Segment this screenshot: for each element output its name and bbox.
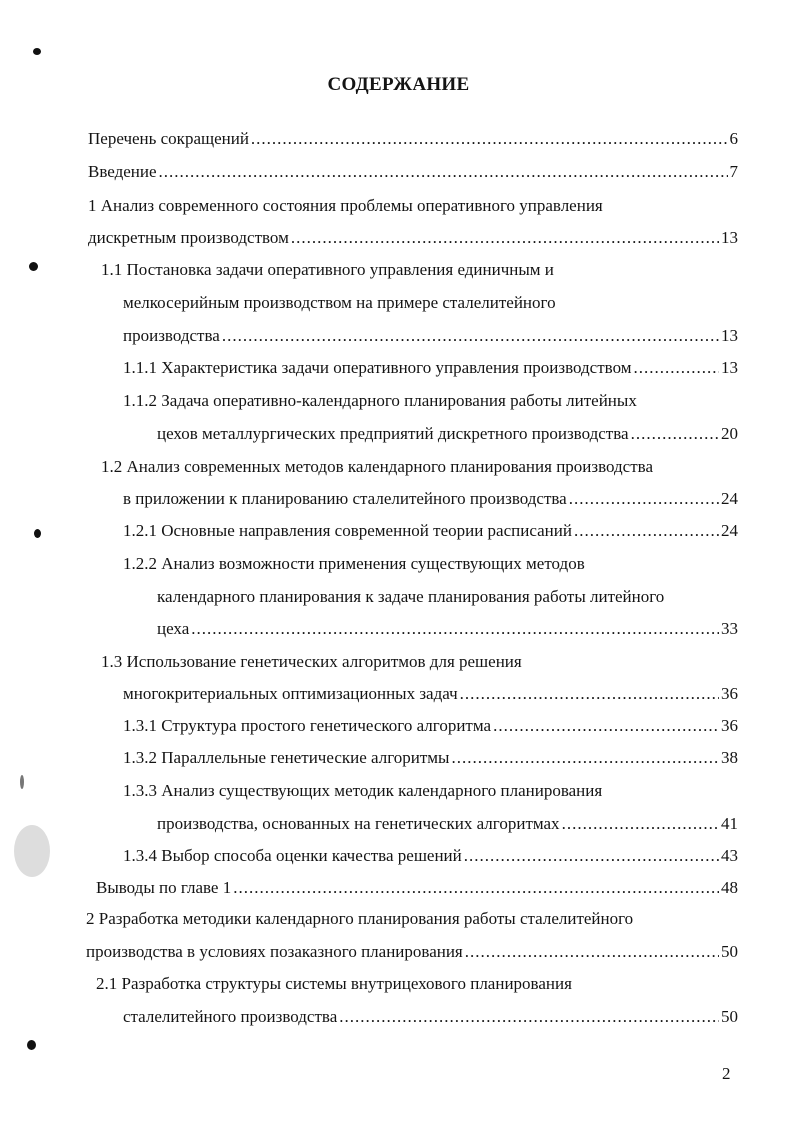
toc-entry-text: 1.3.1 Структура простого генетического алгоритма xyxy=(123,716,492,735)
toc-entry-1-3-3-line-1 xyxy=(123,780,602,802)
dot-leader xyxy=(493,715,719,737)
toc-entry-page: 41 xyxy=(721,814,738,833)
toc-entry-text: 2.1 Разработка структуры системы внутрицехового планирования xyxy=(96,974,572,993)
toc-entry-page: 33 xyxy=(721,619,738,638)
toc-entry-1-3-4 xyxy=(123,845,738,867)
scan-speck xyxy=(34,529,41,538)
toc-entry-1-2-2-line-3 xyxy=(157,618,738,640)
page-number: 2 xyxy=(722,1064,731,1083)
dot-leader xyxy=(465,941,719,963)
toc-entry-text: производства в условиях позаказного планирования xyxy=(86,942,463,961)
toc-entry-1-2-2-line-1 xyxy=(123,553,585,575)
toc-entry-page: 20 xyxy=(721,424,738,443)
toc-entry-1-1-2-line-1 xyxy=(123,390,637,412)
toc-entry-1-1-line-3 xyxy=(123,325,738,347)
toc-entry-text: 1.2 Анализ современных методов календарного планирования производства xyxy=(101,457,654,476)
toc-entry-text: многокритериальных оптимизационных задач xyxy=(123,684,458,703)
toc-entry-chapter-2-line-1 xyxy=(86,908,633,930)
toc-entry-text: производства, основанных на генетических алгоритмах xyxy=(157,814,560,833)
toc-entry-page: 24 xyxy=(721,489,738,508)
toc-entry-text: 1.3.4 Выбор способа оценки качества решений xyxy=(123,846,462,865)
toc-entry-text: 1.1 Постановка задачи оперативного управления единичным и xyxy=(101,260,554,279)
toc-entry-1-1-2-line-2 xyxy=(157,423,738,445)
toc-entry-chapter-1-line-1 xyxy=(88,195,603,217)
dot-leader xyxy=(291,227,719,249)
dot-leader xyxy=(562,813,719,835)
dot-leader xyxy=(159,161,728,183)
dot-leader xyxy=(222,325,719,347)
toc-entry-text: производства xyxy=(123,326,220,345)
scan-speck xyxy=(27,1040,36,1050)
toc-entry-chapter-1-line-2 xyxy=(88,227,738,249)
scan-speck xyxy=(33,48,41,55)
dot-leader xyxy=(451,747,719,769)
toc-entry-page: 13 xyxy=(721,228,738,247)
toc-entry-1-3-line-2 xyxy=(123,683,738,705)
toc-entry-1-2-line-1 xyxy=(101,456,653,478)
toc-entry-page: 48 xyxy=(721,878,738,897)
dot-leader xyxy=(251,128,728,150)
toc-entry-text: 1.3 Использование генетических алгоритмов для решения xyxy=(101,652,522,671)
toc-entry-1-3-2 xyxy=(123,747,738,769)
dot-leader xyxy=(464,845,719,867)
toc-entry-page: 7 xyxy=(729,162,738,181)
toc-entry-text: 1.2.1 Основные направления современной теории расписаний xyxy=(123,521,572,540)
toc-entry-text: цеха xyxy=(157,619,190,638)
toc-entry-text: сталелитейного производства xyxy=(123,1007,338,1026)
toc-entry-text: 1.3.2 Параллельные генетические алгоритмы xyxy=(123,748,450,767)
toc-entry-page: 24 xyxy=(721,521,738,540)
dot-leader xyxy=(191,618,719,640)
dot-leader xyxy=(339,1006,719,1028)
dot-leader xyxy=(460,683,719,705)
scan-speck xyxy=(14,825,50,877)
toc-entry-text: Выводы по главе 1 xyxy=(96,878,232,897)
page-title: СОДЕРЖАНИЕ xyxy=(327,74,470,95)
dot-leader xyxy=(574,520,719,542)
toc-entry-1-2-2-line-2 xyxy=(157,586,664,608)
toc-entry-page: 36 xyxy=(721,716,738,735)
toc-entry-text: дискретным производством xyxy=(88,228,289,247)
toc-entry-2-1-line-1 xyxy=(96,973,572,995)
toc-entry-page: 50 xyxy=(721,1007,738,1026)
toc-entry-chapter-2-line-2 xyxy=(86,941,738,963)
toc-entry-1-3-3-line-2 xyxy=(157,813,738,835)
toc-entry-1-1-line-2 xyxy=(123,292,556,314)
toc-entry-page: 13 xyxy=(721,326,738,345)
toc-entry-text: 1.1.2 Задача оперативно-календарного планирования работы литейных xyxy=(123,391,637,410)
toc-entry-text: 1.3.3 Анализ существующих методик календарного планирования xyxy=(123,781,603,800)
toc-entry-1-1-line-1 xyxy=(101,259,554,281)
toc-entry-1-2-1 xyxy=(123,520,738,542)
toc-entry-chapter-1-conclusions xyxy=(96,877,738,899)
toc-entry-text: календарного планирования к задаче планирования работы литейного xyxy=(157,587,665,606)
toc-entry-2-1-line-2 xyxy=(123,1006,738,1028)
scan-speck xyxy=(20,775,24,789)
toc-entry-text: 2 Разработка методики календарного планирования работы сталелитейного xyxy=(86,909,634,928)
toc-entry-introduction xyxy=(88,161,738,183)
toc-entry-text: цехов металлургических предприятий дискретного производства xyxy=(157,424,629,443)
toc-entry-1-3-line-1 xyxy=(101,651,522,673)
toc-entry-text: мелкосерийным производством на примере сталелитейного xyxy=(123,293,556,312)
toc-entry-1-2-line-2 xyxy=(123,488,738,510)
toc-entry-page: 38 xyxy=(721,748,738,767)
toc-entry-text: Введение xyxy=(88,162,157,181)
toc-entry-page: 6 xyxy=(729,129,738,148)
dot-leader xyxy=(569,488,719,510)
dot-leader xyxy=(631,423,719,445)
toc-entry-page: 13 xyxy=(721,358,738,377)
toc-entry-page: 36 xyxy=(721,684,738,703)
toc-entry-1-1-1 xyxy=(123,357,738,379)
toc-entry-text: 1.1.1 Характеристика задачи оперативного управления производством xyxy=(123,358,632,377)
toc-entry-page: 43 xyxy=(721,846,738,865)
toc-entry-text: 1 Анализ современного состояния проблемы оперативного управления xyxy=(88,196,603,215)
toc-entry-text: Перечень сокращений xyxy=(88,129,249,148)
toc-entry-1-3-1 xyxy=(123,715,738,737)
dot-leader xyxy=(233,877,719,899)
toc-entry-abbreviations xyxy=(88,128,738,150)
toc-entry-page: 50 xyxy=(721,942,738,961)
toc-entry-text: в приложении к планированию сталелитейного производства xyxy=(123,489,567,508)
scan-speck xyxy=(29,262,38,271)
toc-entry-text: 1.2.2 Анализ возможности применения существующих методов xyxy=(123,554,585,573)
dot-leader xyxy=(634,357,719,379)
